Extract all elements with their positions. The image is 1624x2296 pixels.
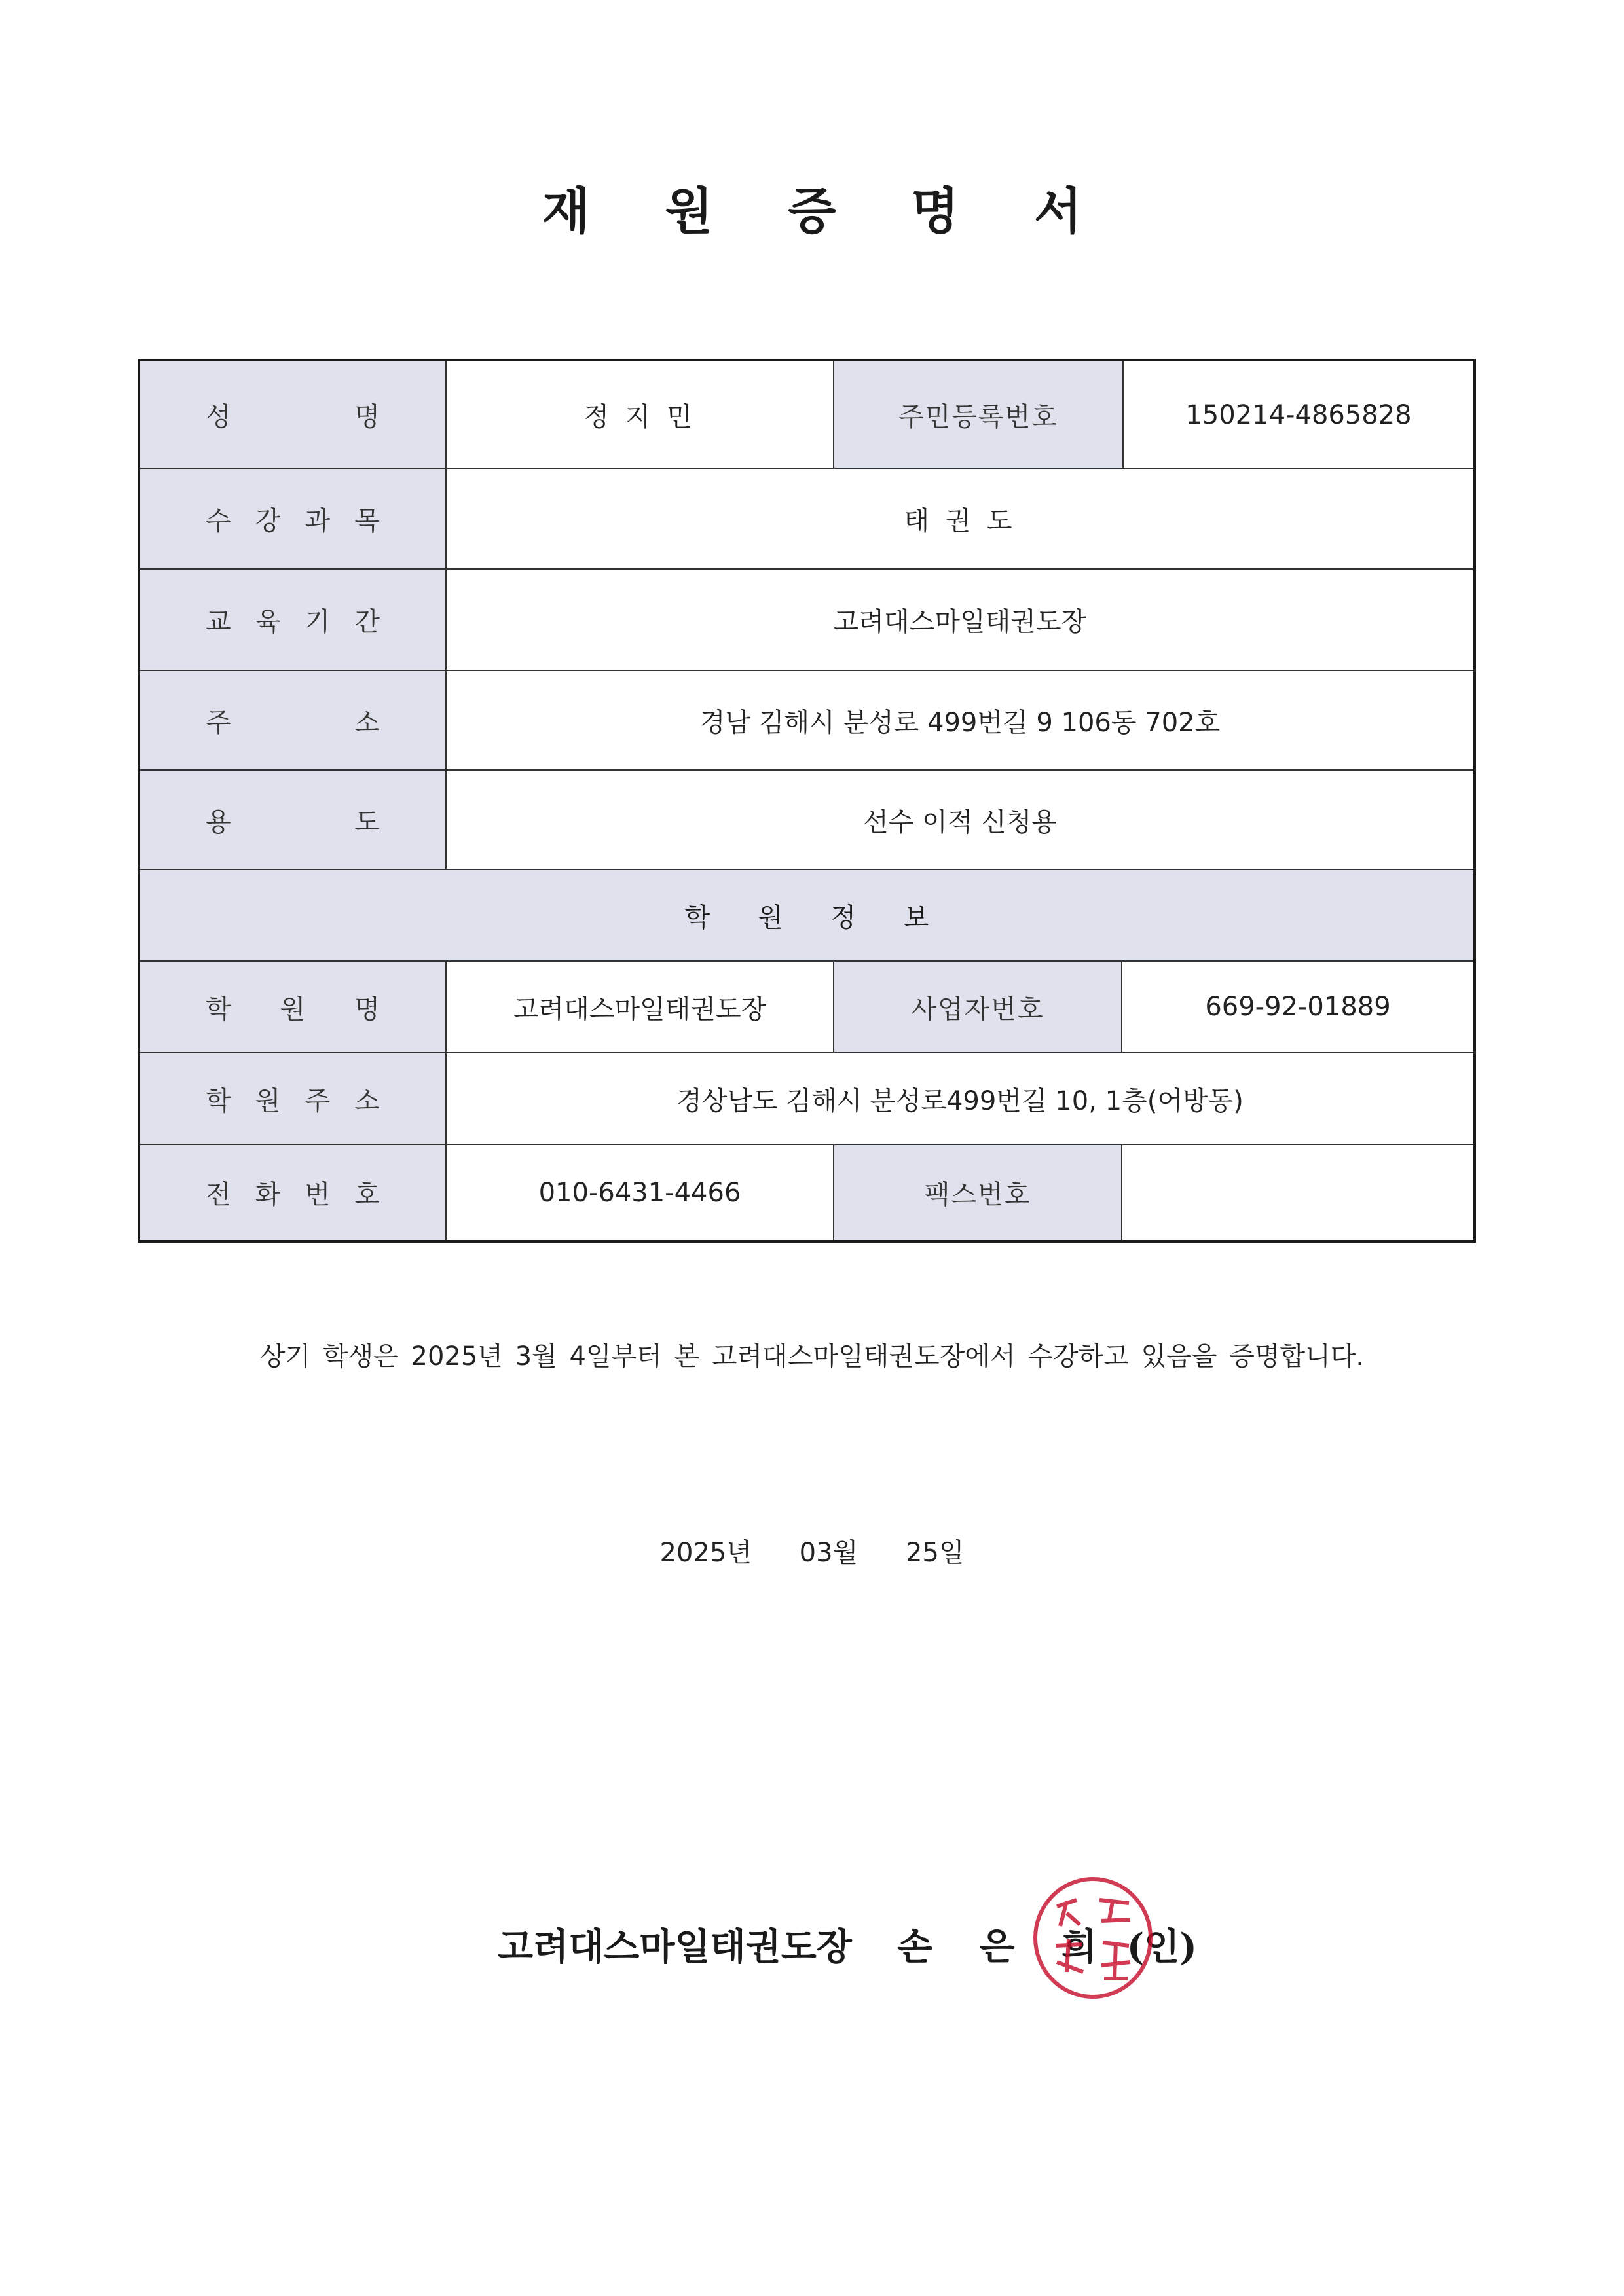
academy-name-label-char: 명	[354, 994, 381, 1025]
course-label-char: 과	[304, 506, 332, 536]
name-label-char: 성	[206, 402, 232, 432]
purpose-label	[140, 771, 447, 869]
signature-person: 손 은 희	[896, 1925, 1115, 1969]
address-label-char: 소	[354, 707, 381, 738]
fax-label: 팩스번호	[834, 1145, 1122, 1240]
issue-year: 2025년	[659, 1538, 752, 1568]
row-phone	[140, 1145, 1473, 1240]
period-value: 고려대스마일태권도장	[447, 570, 1473, 670]
issue-day: 25일	[905, 1538, 965, 1568]
row-period	[140, 570, 1473, 671]
address-label-char: 주	[206, 707, 232, 738]
period-label-char: 교	[206, 607, 232, 637]
academy-address-label-char: 소	[354, 1085, 381, 1116]
course-label-char: 강	[255, 506, 282, 536]
row-purpose	[140, 771, 1473, 870]
document-title: 재 원 증 명 서	[542, 182, 1111, 240]
row-academy-address	[140, 1053, 1473, 1145]
student-name: 정 지 민	[447, 361, 834, 468]
purpose-label-char: 도	[354, 807, 381, 837]
name-label-char: 명	[354, 402, 381, 432]
period-label-char: 간	[354, 607, 381, 637]
name-label	[140, 361, 447, 468]
phone-label-char: 전	[206, 1180, 232, 1210]
signature-seal-mark: (인)	[1126, 1925, 1197, 1969]
phone-label-char: 화	[255, 1180, 282, 1210]
fax-value	[1122, 1145, 1473, 1240]
phone-label-char: 번	[304, 1180, 332, 1210]
phone-label-char: 호	[354, 1180, 381, 1210]
academy-name-value: 고려대스마일태권도장	[447, 962, 834, 1052]
issue-date	[0, 1532, 1624, 1569]
purpose-value: 선수 이적 신청용	[447, 771, 1473, 869]
academy-name-label-char: 학	[206, 994, 232, 1025]
academy-section-title: 학 원 정 보	[140, 870, 1473, 960]
certification-statement: 상기 학생은 2025년 3월 4일부터 본 고려대스마일태권도장에서 수강하고 있음을 증명합니다.	[259, 1341, 1365, 1372]
academy-address-value: 경상남도 김해시 분성로499번길 10, 1층(어방동)	[447, 1053, 1473, 1144]
signature-org: 고려대스마일태권도장	[498, 1925, 852, 1969]
row-name	[140, 361, 1473, 469]
biz-no-value: 669-92-01889	[1122, 962, 1473, 1052]
academy-name-label-char: 원	[280, 994, 307, 1025]
address-value: 경남 김해시 분성로 499번길 9 106동 702호	[447, 671, 1473, 769]
row-address	[140, 671, 1473, 771]
official-seal-stamp	[1031, 1874, 1155, 2002]
course-label	[140, 469, 447, 568]
address-label	[140, 671, 447, 769]
biz-no-label: 사업자번호	[834, 962, 1122, 1052]
period-label-char: 육	[255, 607, 282, 637]
phone-value: 010-6431-4466	[447, 1145, 834, 1240]
purpose-label-char: 용	[206, 807, 232, 837]
rrn-label: 주민등록번호	[834, 361, 1124, 468]
row-course	[140, 469, 1473, 570]
phone-label	[140, 1145, 447, 1240]
course-value: 태 권 도	[447, 469, 1473, 568]
period-label	[140, 570, 447, 670]
academy-name-label	[140, 962, 447, 1052]
certificate-table	[138, 359, 1476, 1243]
row-academy-section	[140, 870, 1473, 962]
academy-address-label-char: 주	[304, 1085, 332, 1116]
course-label-char: 목	[354, 506, 381, 536]
academy-address-label	[140, 1053, 447, 1144]
rrn-value: 150214-4865828	[1124, 361, 1473, 468]
issue-month: 03월	[799, 1538, 858, 1568]
academy-address-label-char: 학	[206, 1085, 232, 1116]
period-label-char: 기	[304, 607, 332, 637]
row-academy-name	[140, 962, 1473, 1053]
academy-address-label-char: 원	[255, 1085, 282, 1116]
course-label-char: 수	[206, 506, 232, 536]
